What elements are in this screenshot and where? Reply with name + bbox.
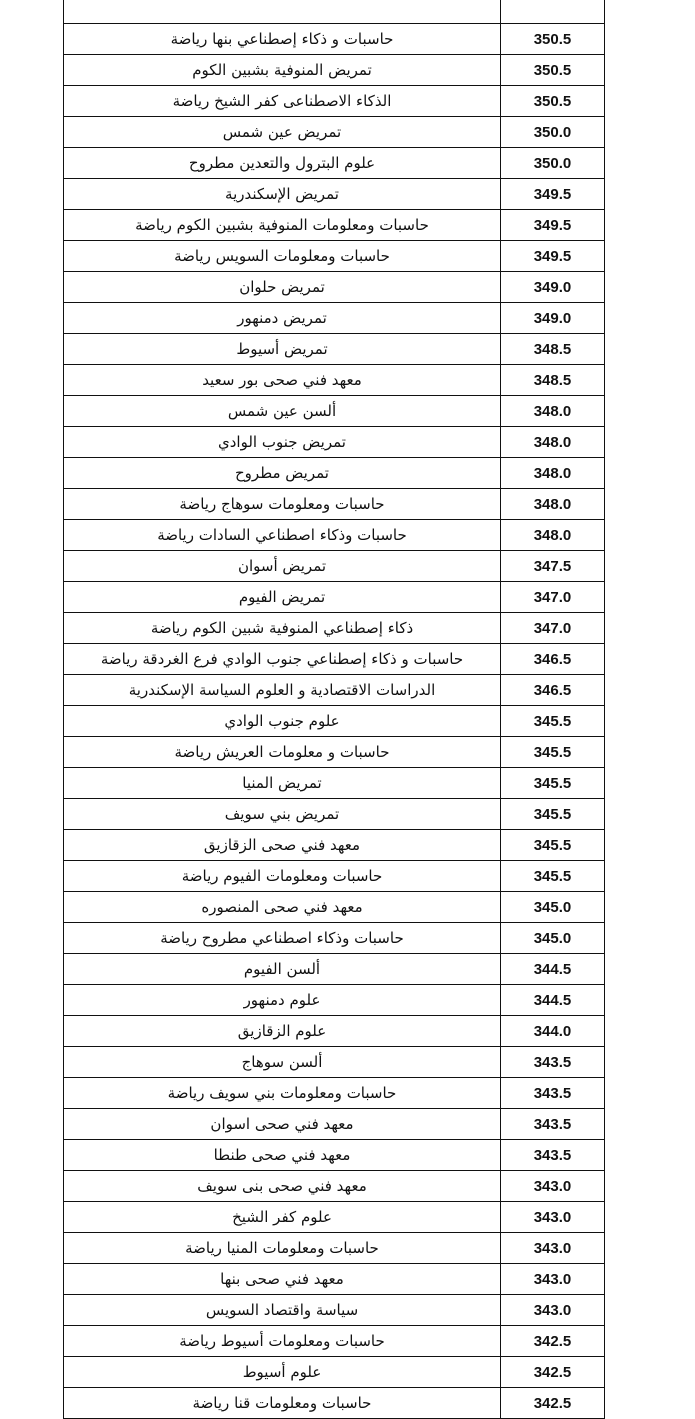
faculty-name-cell: ألسن عين شمس (64, 396, 501, 427)
score-cell: 345.5 (501, 861, 605, 892)
table-row (64, 1233, 605, 1264)
table-row (64, 458, 605, 489)
score-cell: 343.0 (501, 1233, 605, 1264)
table-row (64, 334, 605, 365)
faculty-name-cell: تمريض الإسكندرية (64, 179, 501, 210)
table-row (64, 706, 605, 737)
faculty-name-cell: تمريض المنوفية بشبين الكوم (64, 55, 501, 86)
score-cell: 344.0 (501, 1016, 605, 1047)
faculty-name-cell: معهد فني صحى بنها (64, 1264, 501, 1295)
table-row (64, 923, 605, 954)
table-row (64, 1109, 605, 1140)
table-row (64, 520, 605, 551)
score-cell: 343.0 (501, 1264, 605, 1295)
score-cell: 345.5 (501, 706, 605, 737)
faculty-name-cell: تمريض حلوان (64, 272, 501, 303)
score-cell: 347.0 (501, 582, 605, 613)
table-row (64, 1202, 605, 1233)
score-rows (64, 0, 605, 1419)
faculty-name-cell: حاسبات و ذكاء إصطناعي بنها رياضة (64, 24, 501, 55)
table-row (64, 0, 605, 24)
faculty-name-cell: حاسبات وذكاء اصطناعي السادات رياضة (64, 520, 501, 551)
table-row (64, 582, 605, 613)
faculty-name-cell: معهد فني صحى بور سعيد (64, 365, 501, 396)
table-row (64, 613, 605, 644)
table-row (64, 1140, 605, 1171)
score-cell: 343.5 (501, 1047, 605, 1078)
score-cell: 343.5 (501, 1140, 605, 1171)
score-cell: 345.0 (501, 892, 605, 923)
table-row (64, 117, 605, 148)
faculty-name-cell: حاسبات ومعلومات بني سويف رياضة (64, 1078, 501, 1109)
score-cell: 346.5 (501, 675, 605, 706)
faculty-name-cell: علوم دمنهور (64, 985, 501, 1016)
faculty-name-cell: تمريض مطروح (64, 458, 501, 489)
faculty-name-cell: علوم جنوب الوادي (64, 706, 501, 737)
table-row (64, 768, 605, 799)
faculty-name-cell: علوم كفر الشيخ (64, 1202, 501, 1233)
table-row (64, 1295, 605, 1326)
score-cell: 348.0 (501, 520, 605, 551)
faculty-name-cell: تمريض أسيوط (64, 334, 501, 365)
faculty-name-cell: معهد فني صحى اسوان (64, 1109, 501, 1140)
table-row (64, 1016, 605, 1047)
score-cell: 350.0 (501, 148, 605, 179)
table-row (64, 148, 605, 179)
table-row (64, 675, 605, 706)
score-cell: 350.5 (501, 55, 605, 86)
score-cell: 343.0 (501, 1171, 605, 1202)
score-cell: 343.5 (501, 1078, 605, 1109)
table-row (64, 210, 605, 241)
faculty-name-cell: تمريض أسوان (64, 551, 501, 582)
table-row (64, 830, 605, 861)
score-cell: 345.5 (501, 830, 605, 861)
table-row (64, 954, 605, 985)
faculty-name-cell: تمريض بني سويف (64, 799, 501, 830)
faculty-name-cell: حاسبات ومعلومات الفيوم رياضة (64, 861, 501, 892)
table-row (64, 1326, 605, 1357)
table-row (64, 1171, 605, 1202)
faculty-name-cell: معهد فني صحى المنصوره (64, 892, 501, 923)
score-cell: 349.5 (501, 241, 605, 272)
faculty-name-cell: معهد فني صحى الزقازيق (64, 830, 501, 861)
score-cell: 348.5 (501, 334, 605, 365)
table-row (64, 861, 605, 892)
score-cell: 345.0 (501, 923, 605, 954)
faculty-name-cell: حاسبات ومعلومات السويس رياضة (64, 241, 501, 272)
score-cell: 345.5 (501, 799, 605, 830)
table-row (64, 799, 605, 830)
score-cell: 342.5 (501, 1357, 605, 1388)
table-row (64, 272, 605, 303)
score-cell: 345.5 (501, 737, 605, 768)
table-row (64, 179, 605, 210)
score-cell: 344.5 (501, 985, 605, 1016)
score-cell: 342.5 (501, 1388, 605, 1419)
score-cell: 350.0 (501, 117, 605, 148)
faculty-name-cell: حاسبات ومعلومات سوهاج رياضة (64, 489, 501, 520)
faculty-name-cell: سياسة واقتصاد السويس (64, 1295, 501, 1326)
table-row (64, 427, 605, 458)
faculty-name-cell: حاسبات ومعلومات قنا رياضة (64, 1388, 501, 1419)
faculty-name-cell: تمريض الفيوم (64, 582, 501, 613)
table-row (64, 644, 605, 675)
table-row (64, 241, 605, 272)
faculty-name-cell: معهد فني صحى بنى سويف (64, 1171, 501, 1202)
table-row (64, 1264, 605, 1295)
score-cell: 348.0 (501, 458, 605, 489)
table-row (64, 489, 605, 520)
table-row (64, 86, 605, 117)
faculty-name-cell: حاسبات ومعلومات المنيا رياضة (64, 1233, 501, 1264)
faculty-name-cell: علوم أسيوط (64, 1357, 501, 1388)
score-cell (501, 0, 605, 24)
table-row (64, 551, 605, 582)
score-cell: 348.5 (501, 365, 605, 396)
score-cell: 349.5 (501, 210, 605, 241)
score-cell: 346.5 (501, 644, 605, 675)
faculty-name-cell: الدراسات الاقتصادية و العلوم السياسة الإسكندرية (64, 675, 501, 706)
table-row (64, 737, 605, 768)
table-row (64, 985, 605, 1016)
score-cell: 345.5 (501, 768, 605, 799)
faculty-name-cell: ألسن سوهاج (64, 1047, 501, 1078)
faculty-name-cell: تمريض دمنهور (64, 303, 501, 334)
faculty-name-cell: تمريض جنوب الوادي (64, 427, 501, 458)
faculty-name-cell: تمريض المنيا (64, 768, 501, 799)
score-cell: 349.0 (501, 303, 605, 334)
score-table (63, 0, 605, 1419)
table-row (64, 365, 605, 396)
table-row (64, 1078, 605, 1109)
faculty-name-cell (64, 0, 501, 24)
faculty-name-cell: حاسبات و معلومات العريش رياضة (64, 737, 501, 768)
score-cell: 347.0 (501, 613, 605, 644)
table-row (64, 303, 605, 334)
score-cell: 342.5 (501, 1326, 605, 1357)
faculty-name-cell: الذكاء الاصطناعى كفر الشيخ رياضة (64, 86, 501, 117)
table-row (64, 1357, 605, 1388)
table-row (64, 55, 605, 86)
score-cell: 343.0 (501, 1202, 605, 1233)
table-row (64, 24, 605, 55)
score-cell: 344.5 (501, 954, 605, 985)
score-cell: 348.0 (501, 427, 605, 458)
faculty-name-cell: حاسبات ومعلومات أسيوط رياضة (64, 1326, 501, 1357)
faculty-name-cell: حاسبات وذكاء اصطناعي مطروح رياضة (64, 923, 501, 954)
score-cell: 343.0 (501, 1295, 605, 1326)
faculty-name-cell: حاسبات ومعلومات المنوفية بشبين الكوم رياضة (64, 210, 501, 241)
score-cell: 347.5 (501, 551, 605, 582)
score-cell: 349.0 (501, 272, 605, 303)
faculty-name-cell: ذكاء إصطناعي المنوفية شبين الكوم رياضة (64, 613, 501, 644)
faculty-name-cell: علوم الزقازيق (64, 1016, 501, 1047)
score-cell: 348.0 (501, 489, 605, 520)
score-cell: 348.0 (501, 396, 605, 427)
table-row (64, 1388, 605, 1419)
score-cell: 343.5 (501, 1109, 605, 1140)
score-cell: 350.5 (501, 24, 605, 55)
table-row (64, 892, 605, 923)
score-cell: 349.5 (501, 179, 605, 210)
table-row (64, 1047, 605, 1078)
table-row (64, 396, 605, 427)
faculty-name-cell: تمريض عين شمس (64, 117, 501, 148)
faculty-name-cell: ألسن الفيوم (64, 954, 501, 985)
faculty-name-cell: حاسبات و ذكاء إصطناعي جنوب الوادي فرع الغردقة رياضة (64, 644, 501, 675)
score-cell: 350.5 (501, 86, 605, 117)
faculty-name-cell: علوم البترول والتعدين مطروح (64, 148, 501, 179)
faculty-name-cell: معهد فني صحى طنطا (64, 1140, 501, 1171)
